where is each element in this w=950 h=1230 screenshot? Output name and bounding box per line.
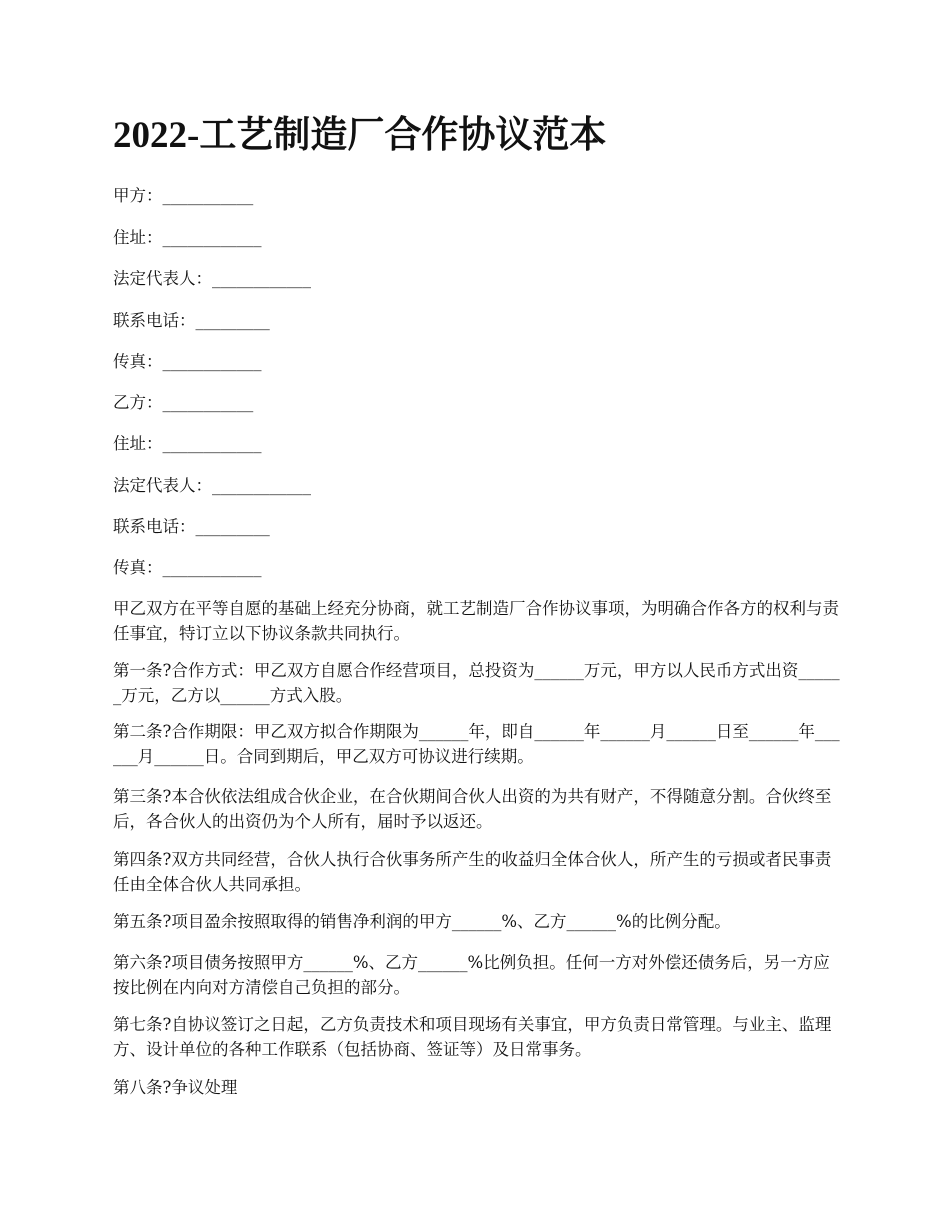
- party-b-fax-field: 传真：____________: [113, 558, 262, 577]
- party-b-name-field: 乙方：___________: [113, 393, 254, 412]
- party-a-address-field: 住址：____________: [113, 228, 262, 247]
- document-title: 2022-工艺制造厂合作协议范本: [113, 115, 607, 156]
- article-5-paragraph: 第五条?项目盈余按照取得的销售净利润的甲方______%、乙方______%的比例分配。: [113, 912, 731, 931]
- party-a-name-field: 甲方：___________: [113, 186, 254, 205]
- party-b-legal-rep-field: 法定代表人：____________: [113, 476, 311, 495]
- article-7-paragraph: 第七条?自协议签订之日起，乙方负责技术和项目现场有关事宜，甲方负责日常管理。与业主、监理方、设计单位的各种工作联系（包括协商、签证等）及日常事务。: [113, 1015, 832, 1059]
- article-4-paragraph: 第四条?双方共同经营，合伙人执行合伙事务所产生的收益归全体合伙人，所产生的亏损或者民事责任由全体合伙人共同承担。: [113, 850, 832, 894]
- party-a-phone-field: 联系电话：_________: [113, 311, 270, 330]
- article-6-paragraph: 第六条?项目债务按照甲方______%、乙方______%比例负担。任何一方对外偿还债务后，另一方应按比例在内向对方清偿自己负担的部分。: [113, 953, 830, 997]
- party-b-address-field: 住址：____________: [113, 434, 262, 453]
- party-a-legal-rep-field: 法定代表人：____________: [113, 269, 311, 288]
- party-a-fax-field: 传真：____________: [113, 352, 262, 371]
- intro-paragraph: 甲乙双方在平等自愿的基础上经充分协商，就工艺制造厂合作协议事项，为明确合作各方的权利与责任事宜，特订立以下协议条款共同执行。: [113, 599, 839, 643]
- article-8-heading: 第八条?争议处理: [113, 1078, 238, 1097]
- article-3-paragraph: 第三条?本合伙依法组成合伙企业，在合伙期间合伙人出资的为共有财产，不得随意分割。合伙终至后，各合伙人的出资仍为个人所有，届时予以返还。: [113, 787, 832, 831]
- article-1-paragraph: 第一条?合作方式：甲乙双方自愿合作经营项目，总投资为______万元，甲方以人民币方式出资______万元，乙方以______方式入股。: [113, 661, 840, 705]
- article-2-paragraph: 第二条?合作期限：甲乙双方拟合作期限为______年，即自______年______月______日至______年______月______日。合同到期后，甲乙双方可协议进行续期。: [113, 722, 840, 766]
- party-b-phone-field: 联系电话：_________: [113, 517, 270, 536]
